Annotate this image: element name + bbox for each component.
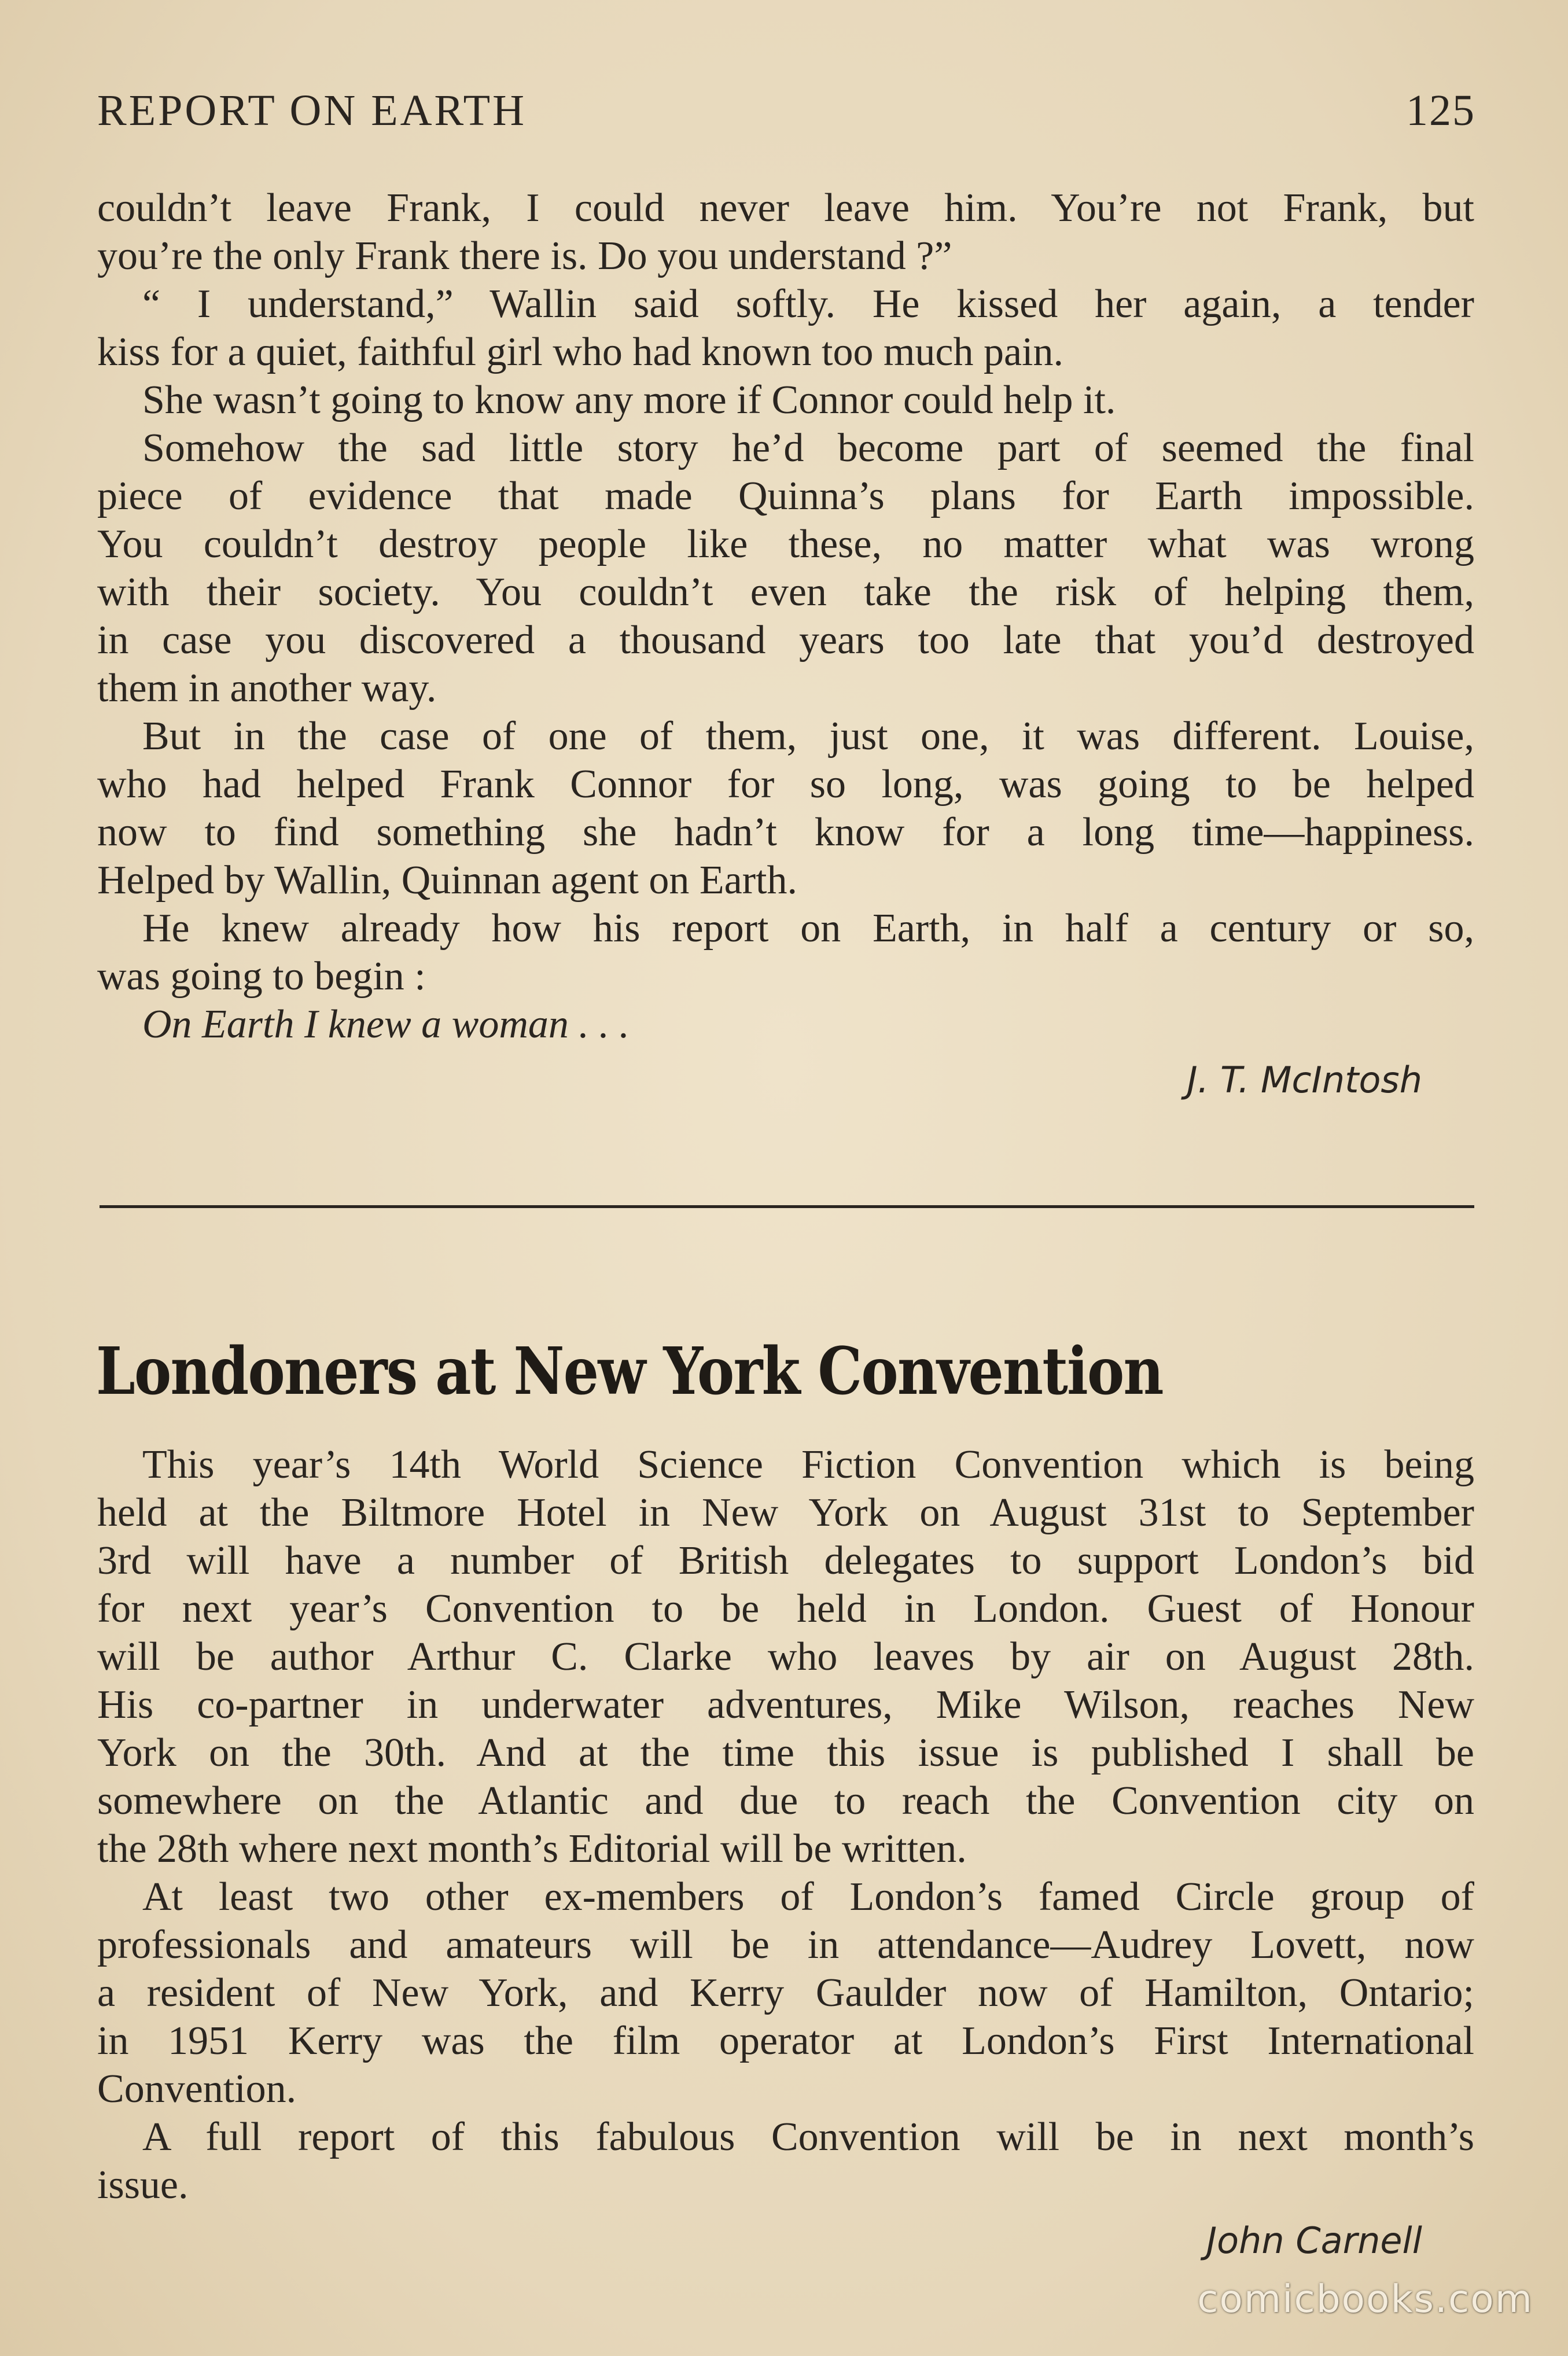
notice-line: professionals and amateurs will be in attendance—Audrey Lovett, now [97, 1923, 1474, 1967]
story-line: Somehow the sad little story he’d become part of seemed the final [142, 426, 1474, 470]
story-line: She wasn’t going to know any more if Connor could help it. [142, 378, 1116, 422]
story-line: You couldn’t destroy people like these, no matter what was wrong [97, 522, 1474, 566]
notice-line: issue. [97, 2163, 189, 2207]
running-head-title: REPORT ON EARTH [97, 86, 527, 135]
story-ending [97, 184, 1474, 1106]
story-line: them in another way. [97, 666, 437, 711]
notice-line: somewhere on the Atlantic and due to reach the Convention city on [97, 1779, 1474, 1823]
notice-line: a resident of New York, and Kerry Gaulder now of Hamilton, Ontario; [97, 1971, 1474, 2015]
running-head [97, 86, 1475, 136]
story-line: “ I understand,” Wallin said softly. He kissed her again, a tender [142, 282, 1474, 326]
notice-line: A full report of this fabulous Convention will be in next month’s [142, 2115, 1474, 2159]
story-line: with their society. You couldn’t even take the risk of helping them, [97, 570, 1474, 614]
notice-author-signature: John Carnell [1206, 2219, 1422, 2262]
notice-line: Convention. [97, 2067, 297, 2111]
story-line: was going to begin : [97, 954, 426, 999]
story-line: who had helped Frank Connor for so long, was going to be helped [97, 762, 1474, 807]
story-line: He knew already how his report on Earth, in half a century or so, [142, 906, 1474, 951]
notice-line: This year’s 14th World Science Fiction Convention which is being [142, 1442, 1474, 1487]
story-line: in case you discovered a thousand years too late that you’d destroyed [97, 618, 1474, 662]
section-divider [100, 1205, 1474, 1208]
site-watermark: comicbooks.com [1197, 2277, 1533, 2321]
notice-line: for next year’s Convention to be held in London. Guest of Honour [97, 1586, 1474, 1631]
story-line: piece of evidence that made Quinna’s plans for Earth impossible. [97, 474, 1474, 518]
convention-notice [97, 1441, 1474, 2267]
story-line: now to find something she hadn’t know for a long time—happiness. [97, 810, 1474, 855]
story-line: kiss for a quiet, faithful girl who had known too much pain. [97, 330, 1063, 374]
notice-line: His co-partner in underwater adventures, Mike Wilson, reaches New [97, 1683, 1474, 1727]
notice-line: 3rd will have a number of British delegates to support London’s bid [97, 1538, 1474, 1583]
notice-line: York on the 30th. And at the time this issue is published I shall be [97, 1731, 1474, 1775]
notice-line: in 1951 Kerry was the film operator at London’s First International [97, 2019, 1474, 2063]
story-line: couldn’t leave Frank, I could never leave him. You’re not Frank, but [97, 186, 1474, 230]
notice-line: the 28th where next month’s Editorial will be written. [97, 1827, 967, 1871]
notice-line: At least two other ex-members of London’s famed Circle group of [142, 1875, 1474, 1919]
story-line: But in the case of one of them, just one, it was different. Louise, [142, 714, 1474, 759]
story-closing-line: On Earth I knew a woman . . . [142, 1002, 630, 1047]
page-number: 125 [1406, 86, 1475, 135]
article-heading: Londoners at New York Convention [96, 1334, 1163, 1409]
notice-line: held at the Biltmore Hotel in New York on August 31st to September [97, 1490, 1474, 1535]
story-line: you’re the only Frank there is. Do you understand ?” [97, 234, 952, 278]
story-author-signature: J. T. McIntosh [1187, 1059, 1422, 1101]
story-line: Helped by Wallin, Quinnan agent on Earth. [97, 858, 797, 903]
notice-line: will be author Arthur C. Clarke who leaves by air on August 28th. [97, 1635, 1474, 1679]
